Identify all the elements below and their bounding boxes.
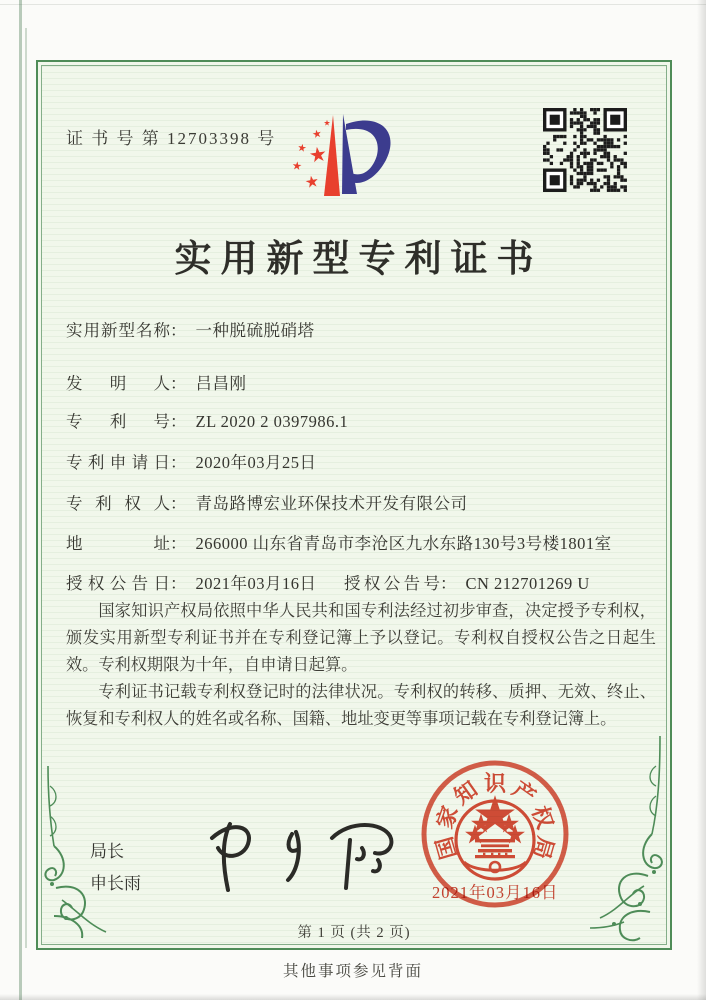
- field-label: 地址: [66, 534, 170, 553]
- scan-edge-shadow: [697, 0, 706, 1000]
- legal-text-block: [66, 598, 656, 733]
- field-label: 专利申请日: [66, 453, 170, 472]
- field-value: 吕昌刚: [195, 374, 247, 393]
- legal-paragraph: 国家知识产权局依照中华人民共和国专利法经过初步审查，决定授予专利权，颁发实用新型专利证书并在专利登记簿上予以登记。专利权自授权公告之日起生效。专利权期限为十年，自申请日起算。: [66, 602, 656, 674]
- scan-edge-shadow: [0, 994, 706, 1000]
- certificate-number: 证 书 号 第 12703398 号: [66, 129, 277, 148]
- seal-date: 2021年03月16日: [432, 883, 559, 902]
- field-value: ZL 2020 2 0397986.1: [195, 412, 349, 431]
- field-colon: ：: [170, 574, 187, 593]
- field-label: 专利号: [66, 412, 170, 431]
- certificate-frame: [36, 60, 672, 950]
- field-value: 一种脱硫脱硝塔: [195, 321, 315, 340]
- officer-title: 局长: [90, 842, 124, 861]
- field-row-name: [66, 317, 315, 341]
- field-value: CN 212701269 U: [465, 574, 590, 593]
- field-colon: ：: [170, 534, 187, 553]
- field-row-patentee: [66, 490, 468, 514]
- legal-paragraph: 专利证书记载专利权登记时的法律状况。专利权的转移、质押、无效、终止、恢复和专利权人的姓名或名称、国籍、地址变更等事项记载在专利登记簿上。: [66, 683, 656, 728]
- handwritten-signature-icon: [192, 804, 407, 899]
- field-value: 2021年03月16日: [195, 574, 317, 593]
- certificate-body: [41, 65, 667, 945]
- field-label: 实用新型名称: [66, 321, 170, 340]
- page-number: 第 1 页 (共 2 页): [297, 925, 411, 941]
- scan-edge-line: [19, 0, 22, 1000]
- field-colon: ：: [170, 412, 187, 431]
- field-row-grant: [66, 570, 590, 594]
- svg-text:知: 知: [449, 776, 483, 810]
- field-row-patent-no: [66, 408, 348, 432]
- field-label: 专利权人: [66, 494, 170, 513]
- field-label: 授权公告号: [344, 574, 440, 593]
- field-value: 2020年03月25日: [195, 453, 317, 472]
- officer-name: 申长雨: [90, 874, 141, 893]
- field-value: 266000 山东省青岛市李沧区九水东路130号3号楼1801室: [195, 534, 612, 553]
- field-colon: ：: [440, 574, 457, 593]
- svg-text:权: 权: [527, 802, 559, 832]
- back-note: 其他事项参见背面: [282, 963, 423, 980]
- scan-edge-line: [25, 28, 27, 948]
- scan-edge-line: [0, 4, 706, 5]
- field-value: 青岛路博宏业环保技术开发有限公司: [195, 494, 468, 513]
- floral-ornament-bottom-right: [590, 736, 668, 946]
- svg-text:国: 国: [431, 833, 462, 862]
- field-row-filing-date: [66, 449, 317, 473]
- svg-text:局: 局: [528, 833, 559, 862]
- qr-code-icon: [543, 108, 627, 192]
- svg-text:产: 产: [507, 776, 541, 810]
- field-pair-grant-number: [344, 570, 590, 594]
- cnipa-logo-icon: [280, 112, 440, 220]
- officer-block: [90, 836, 141, 900]
- svg-text:识: 识: [483, 771, 507, 796]
- field-label: 发明人: [66, 374, 170, 393]
- field-colon: ：: [170, 494, 187, 513]
- field-label: 授权公告日: [66, 574, 170, 593]
- field-colon: ：: [170, 321, 187, 340]
- field-row-address: [66, 530, 612, 554]
- svg-text:家: 家: [431, 802, 463, 832]
- field-colon: ：: [170, 374, 187, 393]
- certificate-title: 实用新型专利证书: [174, 239, 543, 280]
- field-row-inventor: [66, 370, 247, 394]
- field-colon: ：: [170, 453, 187, 472]
